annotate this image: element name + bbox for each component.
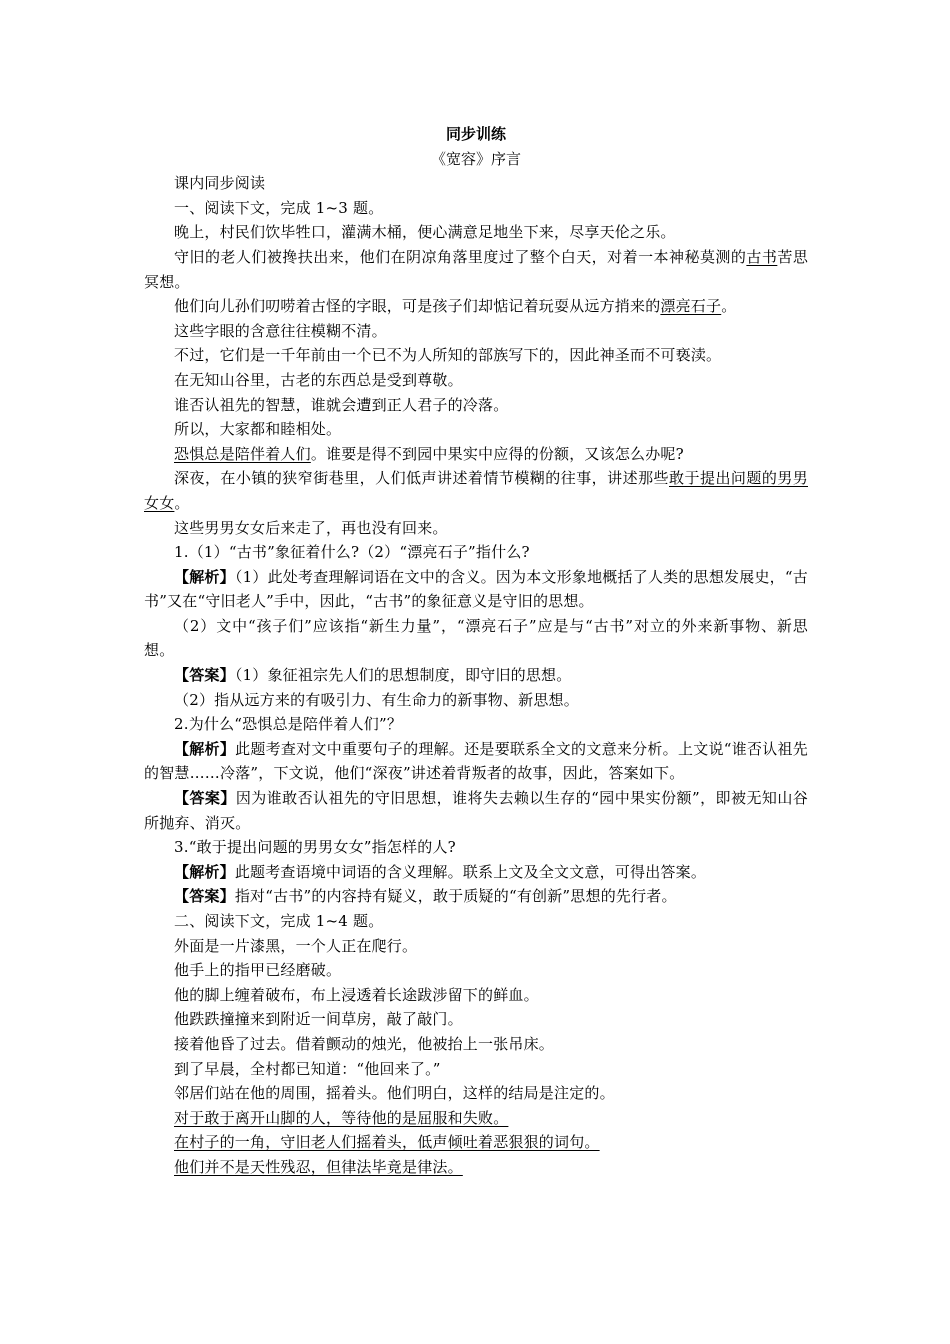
passage-line: 恐惧总是陪伴着人们。谁要是得不到园中果实中应得的份额，又该怎么办呢? bbox=[174, 444, 684, 463]
document-page bbox=[144, 122, 808, 1180]
underlined-passage-line bbox=[144, 1106, 808, 1131]
passage-line: 这些字眼的含意往往模糊不清。 bbox=[174, 321, 387, 340]
passage-line: 所以，大家都和睦相处。 bbox=[174, 420, 342, 439]
document-title: 同步训练 bbox=[445, 125, 506, 143]
passage-line: 深夜，在小镇的狭窄街巷里，人们低声讲述着情节模糊的往事，讲述那些敢于提出问题的男男女女。 bbox=[144, 469, 808, 512]
analysis-label: 【解析】 bbox=[174, 739, 236, 758]
part1-passage bbox=[144, 220, 808, 540]
passage-line: 不过，它们是一千年前由一个已不为人所知的部族写下的，因此神圣而不可亵渎。 bbox=[174, 346, 722, 365]
question-3-answer: 【答案】指对“古书”的内容持有疑义，敢于质疑的“有创新”思想的先行者。 bbox=[174, 887, 677, 906]
underlined-phrase: 漂亮石子 bbox=[660, 297, 722, 316]
passage-line: 邻居们站在他的周围，摇着头。他们明白，这样的结局是注定的。 bbox=[174, 1084, 615, 1103]
question-1-analysis: 【解析】（1）此处考查理解词语在文中的含义。因为本文形象地概括了人类的思想发展史，“古书”又在“守旧老人”手中，因此，“古书”的象征意义是守旧的思想。 bbox=[144, 567, 808, 611]
question-1-answer-2: （2）指从远方来的有吸引力、有生命力的新事物、新思想。 bbox=[174, 690, 579, 709]
question-1: 1.（1）“古书”象征着什么?（2）“漂亮石子”指什么? bbox=[174, 543, 530, 562]
passage-line: 外面是一片漆黑，一个人正在爬行。 bbox=[174, 936, 418, 955]
passage-line: 守旧的老人们被搀扶出来，他们在阴凉角落里度过了整个白天，对着一本神秘莫测的古书苦思冥想。 bbox=[144, 247, 809, 291]
underlined-phrase: 恐惧总是陪伴着人们 bbox=[174, 444, 311, 463]
underlined-passage-line bbox=[144, 1130, 808, 1155]
section-label: 课内同步阅读 bbox=[174, 174, 266, 193]
passage-line: 他跌跌撞撞来到附近一间草房，敲了敲门。 bbox=[174, 1010, 463, 1029]
passage-line: 接着他昏了过去。借着颤动的烛光，他被抬上一张吊床。 bbox=[174, 1034, 555, 1053]
passage-line: 他们向儿孙们叨唠着古怪的字眼，可是孩子们却惦记着玩耍从远方捎来的漂亮石子。 bbox=[174, 297, 737, 316]
analysis-label: 【解析】 bbox=[174, 567, 235, 586]
passage-line: 谁否认祖先的智慧，谁就会遭到正人君子的冷落。 bbox=[174, 395, 509, 414]
question-1-answer: 【答案】（1）象征祖宗先人们的思想制度，即守旧的思想。 bbox=[174, 666, 572, 685]
question-2: 2.为什么“恐惧总是陪伴着人们”？ bbox=[174, 715, 403, 734]
part2-underlined-passage bbox=[144, 1106, 808, 1180]
answer-label: 【答案】 bbox=[174, 666, 235, 685]
document-subtitle: 《宽容》序言 bbox=[430, 149, 521, 168]
question-1-analysis-2: （2）文中“孩子们”应该指“新生力量”，“漂亮石子”应是与“古书”对立的外来新事物、新思想。 bbox=[144, 616, 808, 660]
question-2-answer: 【答案】因为谁敢否认祖先的守旧思想，谁将失去赖以生存的“园中果实份额”，即被无知山谷所抛弃、消灭。 bbox=[144, 789, 808, 832]
underlined-phrase: 敢于提出问题的男男女女 bbox=[144, 469, 808, 512]
analysis-label: 【解析】 bbox=[174, 862, 235, 881]
question-3: 3.“敢于提出问题的男男女女”指怎样的人? bbox=[174, 838, 456, 857]
underlined-sentence: 对于敢于离开山脚的人，等待他的是屈服和失败。 bbox=[174, 1108, 509, 1127]
underlined-sentence: 在村子的一角，守旧老人们摇着头，低声倾吐着恶狠狠的词句。 bbox=[174, 1133, 600, 1152]
part2-passage bbox=[144, 934, 808, 1106]
passage-line: 这些男男女女后来走了，再也没有回来。 bbox=[174, 518, 448, 537]
passage-line: 到了早晨，全村都已知道：“他回来了。” bbox=[174, 1059, 441, 1078]
part1-heading: 一、阅读下文，完成 1~3 题。 bbox=[174, 198, 384, 217]
answer-label: 【答案】 bbox=[174, 789, 236, 808]
question-3-analysis: 【解析】此题考查语境中词语的含义理解。联系上文及全文文意，可得出答案。 bbox=[174, 862, 707, 881]
underlined-passage-line bbox=[144, 1155, 808, 1180]
underlined-phrase: 古书 bbox=[746, 247, 778, 266]
part2-heading: 二、阅读下文，完成 1~4 题。 bbox=[174, 912, 384, 930]
passage-line: 晚上，村民们饮毕牲口，灌满木桶，便心满意足地坐下来，尽享天伦之乐。 bbox=[174, 223, 676, 242]
question-2-analysis: 【解析】此题考查对文中重要句子的理解。还是要联系全文的文意来分析。上文说“谁否认祖先的智慧……冷落”，下文说，他们“深夜”讲述着背叛者的故事，因此，答案如下。 bbox=[144, 739, 808, 783]
answer-label: 【答案】 bbox=[174, 887, 235, 906]
passage-line: 他的脚上缠着破布，布上浸透着长途跋涉留下的鲜血。 bbox=[174, 985, 539, 1004]
passage-line: 他手上的指甲已经磨破。 bbox=[174, 961, 342, 980]
passage-line: 在无知山谷里，古老的东西总是受到尊敬。 bbox=[174, 370, 463, 389]
underlined-sentence: 他们并不是天性残忍，但律法毕竟是律法。 bbox=[174, 1157, 463, 1176]
